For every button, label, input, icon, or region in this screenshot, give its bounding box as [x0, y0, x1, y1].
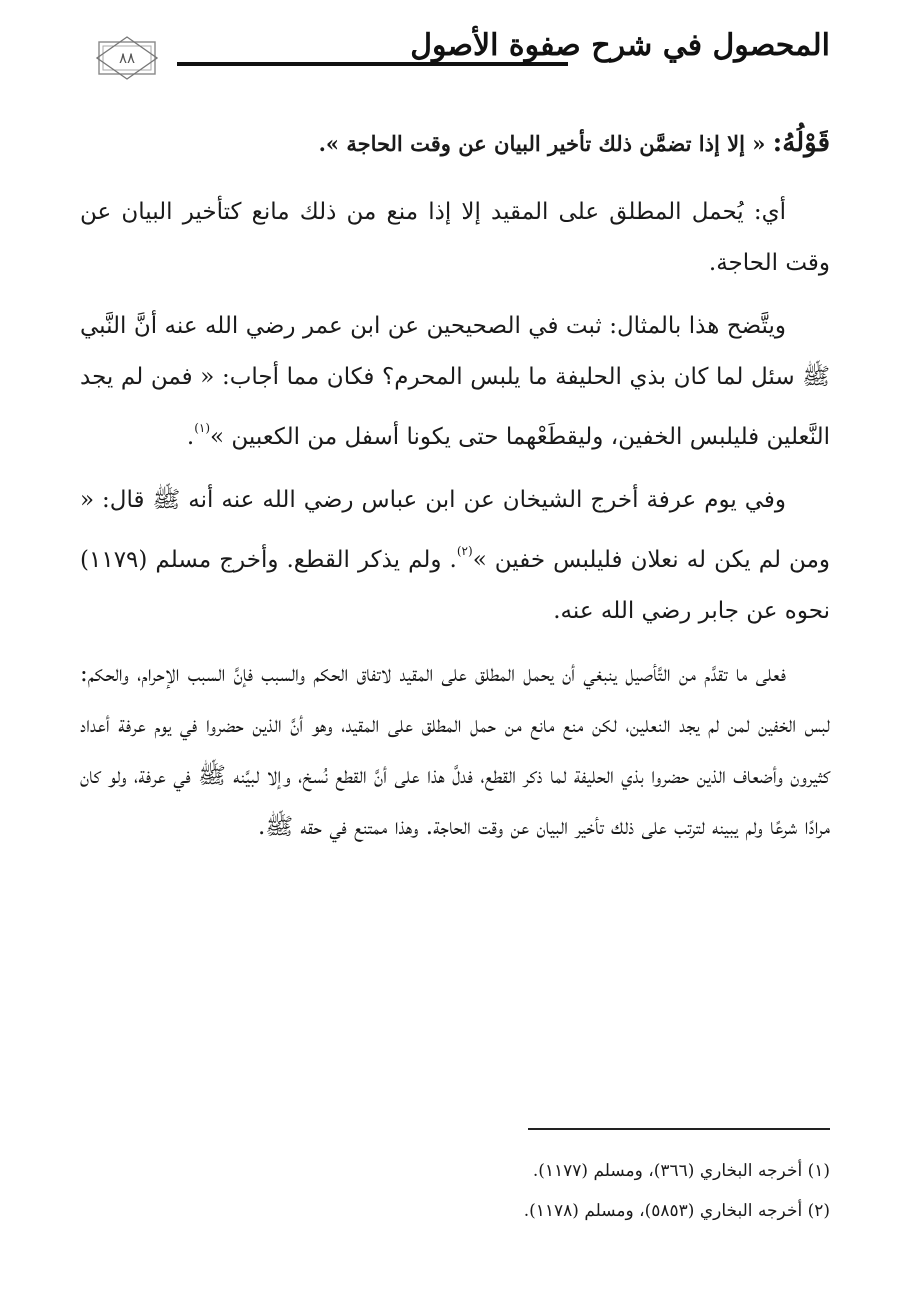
- paragraph: [80, 475, 830, 637]
- quote-line: [80, 120, 830, 167]
- page-header: [82, 22, 830, 82]
- footnote-separator: [528, 1128, 830, 1130]
- footnote-ref: (٢): [456, 544, 473, 558]
- paragraph-text: فعلى ما تقدَّم من التَّأصيل ينبغي أن يحمل المطلق على المقيد لاتفاق الحكم والسبب فإنَّ السبب الإحرام، والحكم: لبس الخفين لمن لم يجد النعلين، لكن منع مانع من حمل المطلق على المقيد، وهو أنَّ الذين حضروا في يوم عرفة أعداد كثيرون وأضعاف الذين حضروا بذي الحليفة لما ذكر القطع، فدلَّ هذا على أنَّ القطع نُسخ، وإلا لبيَّنه ﷺ في عرفة، ولو كان مرادًا شرعًا ولم يبينه لترتب على ذلك تأخير البيان عن وقت الحاجة. وهذا ممتنع في حقه ﷺ.: [80, 661, 830, 840]
- paragraph: [80, 649, 830, 853]
- paragraph-tail: .: [186, 424, 195, 450]
- footnote-ref: (١): [194, 421, 211, 435]
- book-title: المحصول في شرح صفوة الأصول: [410, 28, 830, 63]
- quote-text: « إلا إذا تضمَّن ذلك تأخير البيان عن وقت الحاجة ».: [318, 131, 766, 156]
- page-number-ornament: [96, 36, 158, 80]
- paragraph-text: ويتَّضح هذا بالمثال: ثبت في الصحيحين عن ابن عمر رضي الله عنه أنَّ النَّبي ﷺ سئل لما كان بذي الحليفة ما يلبس المحرم؟ فكان مما أجاب: « فمن لم يجد النَّعلين فليلبس الخفين، وليقطَعْهما حتى يكونا أسفل من الكعبين »: [80, 313, 830, 450]
- paragraph: [80, 301, 830, 463]
- paragraph: [80, 187, 830, 289]
- paragraph-text: وفي يوم عرفة أخرج الشيخان عن ابن عباس رضي الله عنه أنه ﷺ قال: « ومن لم يكن له نعلان فليلبس خفين »: [80, 487, 830, 573]
- main-text: [80, 120, 830, 865]
- footnote: (١) أخرجه البخاري (٣٦٦)، ومسلم (١١٧٧).: [532, 1161, 830, 1181]
- page-number: ٨٨: [118, 49, 136, 67]
- header-rule: [177, 62, 568, 66]
- footnotes: [80, 1150, 830, 1234]
- footnote: (٢) أخرجه البخاري (٥٨٥٣)، ومسلم (١١٧٨).: [523, 1201, 830, 1221]
- quote-label: قَوْلُهُ:: [772, 128, 830, 158]
- paragraph-text: أي: يُحمل المطلق على المقيد إلا إذا منع من ذلك مانع كتأخير البيان عن وقت الحاجة.: [80, 199, 830, 276]
- paragraph-tail: . ولم يذكر القطع. وأخرج مسلم (١١٧٩) نحوه عن جابر رضي الله عنه.: [80, 547, 830, 624]
